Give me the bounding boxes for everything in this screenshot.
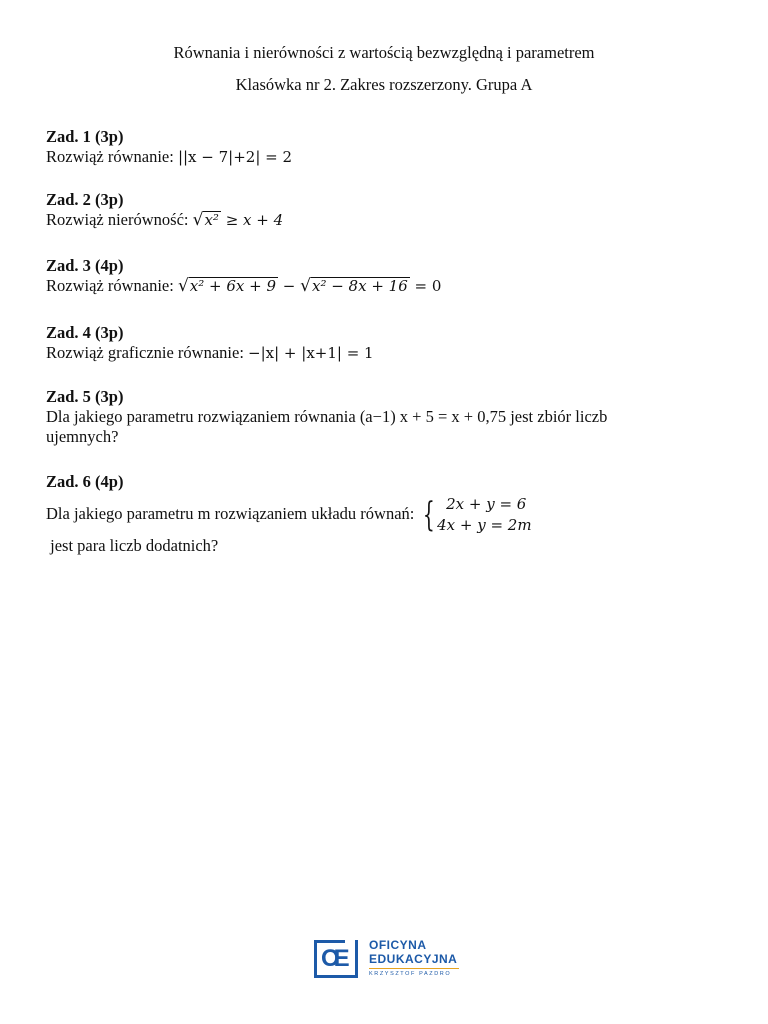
task-title: Zad. 4 (3p): [46, 323, 124, 342]
task-prefix: Rozwiąż graficznie równanie:: [46, 343, 249, 362]
task-5: [46, 387, 706, 447]
task-3: [46, 256, 706, 296]
equation: ||x − 7|+2| = 2: [177, 148, 293, 166]
task-prefix: Rozwiąż równanie:: [46, 276, 178, 295]
sqrt-argument: x² + 6x + 9: [189, 277, 277, 295]
publisher-logo: [314, 938, 464, 982]
task-text-line-1: Dla jakiego parametru rozwiązaniem równania (a−1) x + 5 = x + 0,75 jest zbiór liczb: [46, 407, 608, 426]
task-prefix: Rozwiąż równanie:: [46, 147, 178, 166]
system-equation-1: 2x + y = 6: [446, 495, 527, 513]
sqrt-expression: √ x²: [192, 210, 219, 230]
sqrt-argument: x² − 8x + 16: [311, 277, 408, 295]
system-equation-2: 4x + y = 2m: [437, 516, 532, 534]
equation-system: [418, 494, 531, 536]
inequality-rhs: ≥ x + 4: [220, 211, 284, 229]
task-text-line-2: ujemnych?: [46, 427, 119, 446]
task-4: [46, 323, 706, 363]
brace-icon: {: [423, 495, 436, 535]
task-text: [46, 276, 706, 296]
logo-text-line-3: KRZYSZTOF PAZDRO: [369, 971, 452, 977]
task-text-line-2: jest para liczb dodatnich?: [46, 536, 219, 555]
task-prefix: Rozwiąż nierówność:: [46, 210, 193, 229]
task-text: [46, 343, 706, 363]
task-6: [46, 472, 706, 556]
task-text: [46, 210, 706, 230]
sqrt-argument: x²: [204, 211, 219, 229]
task-prefix: Dla jakiego parametru m rozwiązaniem układu równań:: [46, 503, 419, 523]
task-1: [46, 127, 706, 167]
task-title: Zad. 3 (4p): [46, 256, 124, 275]
oe-logo-icon: OE: [314, 940, 358, 978]
document-title: Równania i nierówności z wartością bezwzględną i parametrem: [173, 43, 595, 62]
logo-text-line-2: EDUKACYJNA: [369, 952, 458, 966]
task-text: [46, 147, 706, 167]
equation: −|x| + |x+1| = 1: [248, 344, 374, 362]
task-2: [46, 190, 706, 230]
document-subtitle: Klasówka nr 2. Zakres rozszerzony. Grupa A: [235, 75, 533, 94]
task-title: Zad. 5 (3p): [46, 387, 124, 406]
task-title: Zad. 2 (3p): [46, 190, 124, 209]
task-title: Zad. 1 (3p): [46, 127, 124, 146]
task-title: Zad. 6 (4p): [46, 472, 124, 491]
equation-rhs: = 0: [409, 277, 442, 295]
sqrt-expression-1: √ x² + 6x + 9: [177, 276, 277, 296]
logo-text-line-1: OFICYNA: [369, 938, 427, 952]
logo-divider: [369, 968, 459, 969]
sqrt-expression-2: √ x² − 8x + 16: [300, 276, 408, 296]
task-text: [46, 494, 706, 536]
minus-sign: −: [278, 277, 301, 295]
